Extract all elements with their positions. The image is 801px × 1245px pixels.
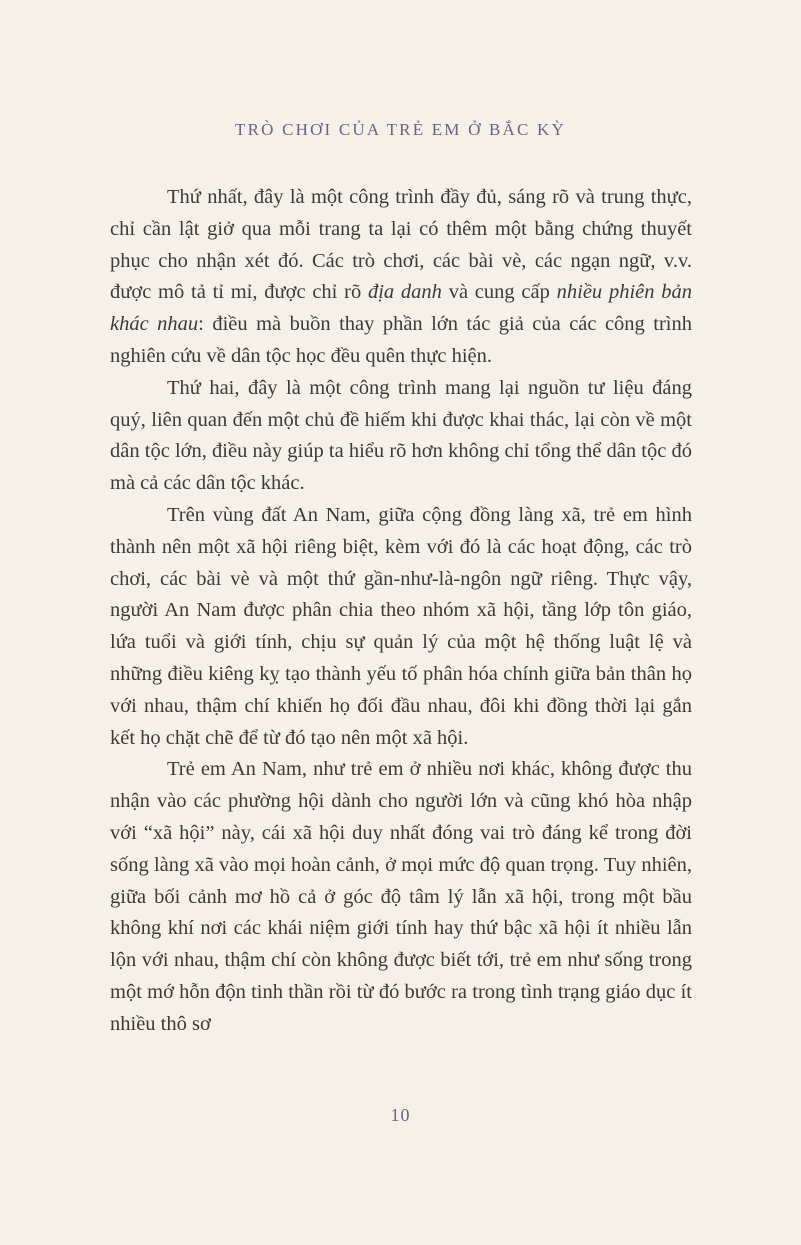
text-run: Thứ nhất, đây là một công trình đầy đủ, sáng rõ và trung thực, chỉ cần lật giở qua mỗi trang ta lại có thêm một bằng chứng thuyết phục cho nhận xét đó. Các trò chơi, các bài vè, các ngạn ngữ, v.v. được mô tả tỉ mỉ, được chỉ rõ <box>110 186 692 304</box>
paragraph <box>110 373 692 500</box>
paragraph <box>110 754 692 1040</box>
text-run: Trên vùng đất An Nam, giữa cộng đồng làng xã, trẻ em hình thành nên một xã hội riêng biệt, kèm với đó là các hoạt động, các trò chơi, các bài vè và một thứ gần-như-là-ngôn ngữ riêng. Thực vậy, người An Nam được phân chia theo nhóm xã hội, tầng lớp tôn giáo, lứa tuổi và giới tính, chịu sự quản lý của một hệ thống luật lệ và những điều kiêng kỵ tạo thành yếu tố phân hóa chính giữa bản thân họ với nhau, thậm chí khiến họ đối đầu nhau, đôi khi đồng thời lại gắn kết họ chặt chẽ để từ đó tạo nên một xã hội. <box>110 503 692 749</box>
paragraph <box>110 182 692 373</box>
text-run: Trẻ em An Nam, như trẻ em ở nhiều nơi khác, không được thu nhận vào các phường hội dành cho người lớn và cũng khó hòa nhập với “xã hội” này, cái xã hội duy nhất đóng vai trò đáng kể trong đời sống làng xã vào mọi hoàn cảnh, ở mọi mức độ quan trọng. Tuy nhiên, giữa bối cảnh mơ hồ cả ở góc độ tâm lý lẫn xã hội, trong một bầu không khí nơi các khái niệm giới tính hay thứ bậc xã hội ít nhiều lẫn lộn với nhau, thậm chí còn không được biết tới, trẻ em như sống trong một mớ hỗn độn tinh thần rồi từ đó bước ra trong tình trạng giáo dục ít nhiều thô sơ <box>110 758 692 1035</box>
body-text <box>110 182 692 1041</box>
text-run: và cung cấp <box>441 281 557 304</box>
text-run: : điều mà buồn thay phần lớn tác giả của các công trình nghiên cứu về dân tộc học đều quên thực hiện. <box>110 313 692 367</box>
italic-text-run: địa danh <box>367 281 442 304</box>
text-run: Thứ hai, đây là một công trình mang lại nguồn tư liệu đáng quý, liên quan đến một chủ đề hiếm khi được khai thác, lại còn về một dân tộc lớn, điều này giúp ta hiểu rõ hơn không chỉ tổng thể dân tộc đó mà cả các dân tộc khác. <box>110 376 692 495</box>
page-number: 10 <box>390 1105 411 1125</box>
running-header-title: TRÒ CHƠI CỦA TRẺ EM Ở BẮC KỲ <box>235 120 566 139</box>
italic-text-run: nhiều phiên bản khác nhau <box>110 281 693 336</box>
paragraph <box>110 500 692 754</box>
